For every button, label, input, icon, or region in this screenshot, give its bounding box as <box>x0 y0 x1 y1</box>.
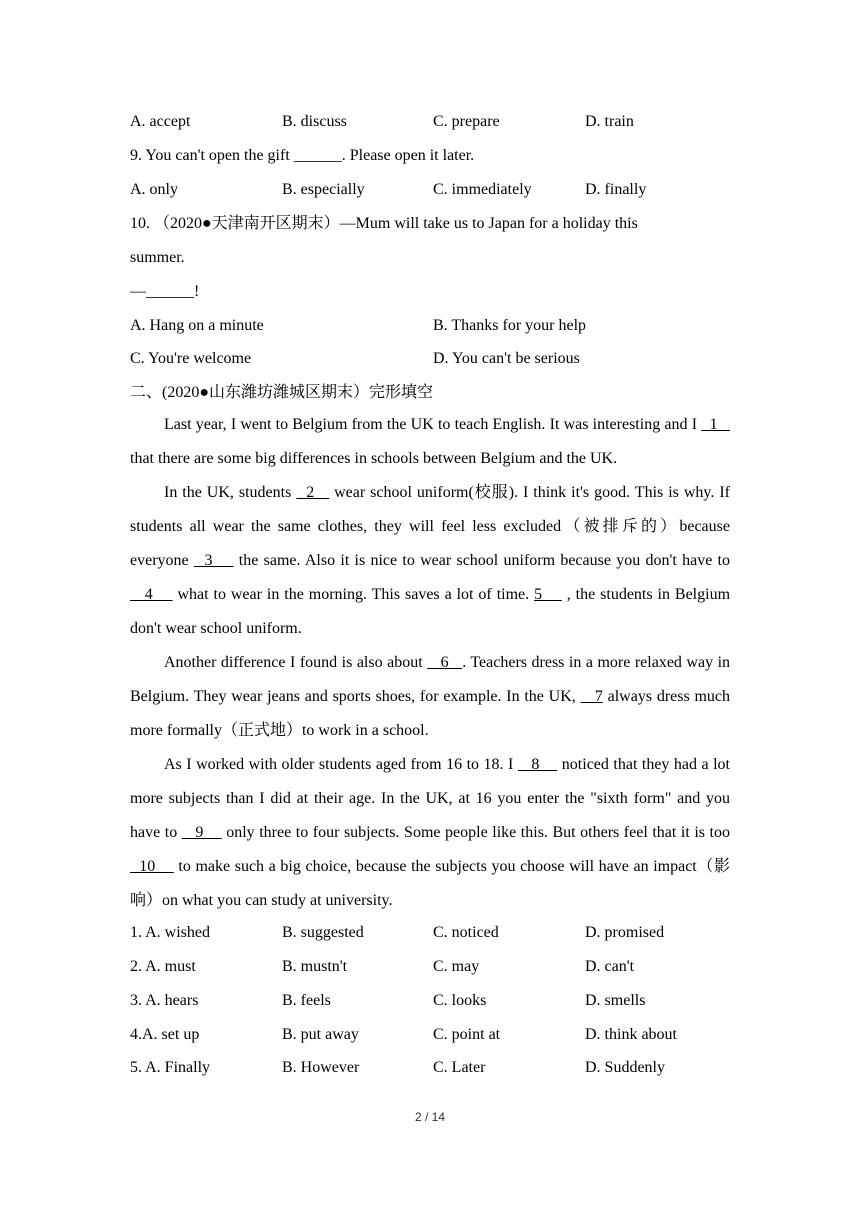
option-b: B. suggested <box>282 924 364 941</box>
option-d: D. finally <box>585 181 647 198</box>
page-number: 2 / 14 <box>414 1110 446 1124</box>
blank-5: 5 <box>534 586 562 603</box>
q9-stem: 9. You can't open the gift ______. Please open it later. <box>130 147 475 164</box>
blank-4: 4 <box>130 586 173 603</box>
option-a: 1. A. wished <box>130 924 210 941</box>
option-c: C. noticed <box>433 924 499 941</box>
option-d: D. think about <box>585 1026 677 1043</box>
option-a: A. accept <box>130 113 191 130</box>
option-c: C. immediately <box>433 181 532 198</box>
option-d: D. can't <box>585 958 635 975</box>
option-d: D. promised <box>585 924 665 941</box>
option-b: B. feels <box>282 992 331 1009</box>
option-a: A. Hang on a minute <box>130 317 264 334</box>
option-d: D. smells <box>585 992 646 1009</box>
option-b: B. discuss <box>282 113 347 130</box>
blank-6: 6 <box>427 654 463 671</box>
passage-paragraph-4: As I worked with older students aged from 16 to 18. I 8 noticed that they had a lot more subjects than I did at their age. In the UK, at 16 you enter the "sixth form" and you have to 9 only three to four subjects. Some people like this. But others feel that it is too 10 to make such a big choice, because the subjects you choose will have an impact（影响）on what you can study at university. <box>130 756 731 909</box>
option-d: D. train <box>585 113 634 130</box>
option-a: 4.A. set up <box>130 1026 200 1043</box>
option-a: A. only <box>130 181 178 198</box>
blank-8: 8 <box>517 756 558 773</box>
option-a: 2. A. must <box>130 958 196 975</box>
blank-10: 10 <box>130 858 174 875</box>
option-b: B. However <box>282 1059 360 1076</box>
section-title: 二、(2020●山东潍坊潍城区期末）完形填空 <box>130 384 433 401</box>
passage-paragraph-1: Last year, I went to Belgium from the UK to teach English. It was interesting and I 1 that there are some big differences in schools between Belgium and the UK. <box>130 416 731 467</box>
option-b: B. especially <box>282 181 365 198</box>
blank-2: 2 <box>296 484 330 501</box>
blank-3: 3 <box>193 552 234 569</box>
q10-stem-line1: 10. （2020●天津南开区期末）—Mum will take us to Japan for a holiday this <box>130 215 638 232</box>
option-d: D. You can't be serious <box>433 350 580 367</box>
blank-7: 7 <box>580 688 603 705</box>
option-d: D. Suddenly <box>585 1059 665 1076</box>
option-c: C. Later <box>433 1059 486 1076</box>
q10-stem-line2: summer. <box>130 249 185 266</box>
passage-paragraph-3: Another difference I found is also about 6 . Teachers dress in a more relaxed way in Belgium. They wear jeans and sports shoes, for example. In the UK, 7 always dress much more formally（正式地）to work in a school. <box>130 654 731 739</box>
option-a: 5. A. Finally <box>130 1059 211 1076</box>
blank-1: 1 <box>701 416 731 433</box>
option-c: C. prepare <box>433 113 500 130</box>
option-b: B. Thanks for your help <box>433 317 587 334</box>
option-c: C. looks <box>433 992 487 1009</box>
option-c: C. You're welcome <box>130 350 252 367</box>
q10-answer-line: —______! <box>130 283 200 300</box>
cloze-passage <box>130 408 730 918</box>
blank-9: 9 <box>181 824 222 841</box>
option-a: 3. A. hears <box>130 992 199 1009</box>
option-c: C. point at <box>433 1026 501 1043</box>
option-b: B. mustn't <box>282 958 348 975</box>
option-b: B. put away <box>282 1026 359 1043</box>
passage-paragraph-2: In the UK, students 2 wear school uniform(校服). I think it's good. This is why. If students all wear the same clothes, they will feel less excluded（被排斥的）because everyone 3 the same. Also it is nice to wear school uniform because you don't have to 4 what to wear in the morning. This saves a lot of time. 5 , the students in Belgium don't wear school uniform. <box>130 484 731 637</box>
option-c: C. may <box>433 958 480 975</box>
